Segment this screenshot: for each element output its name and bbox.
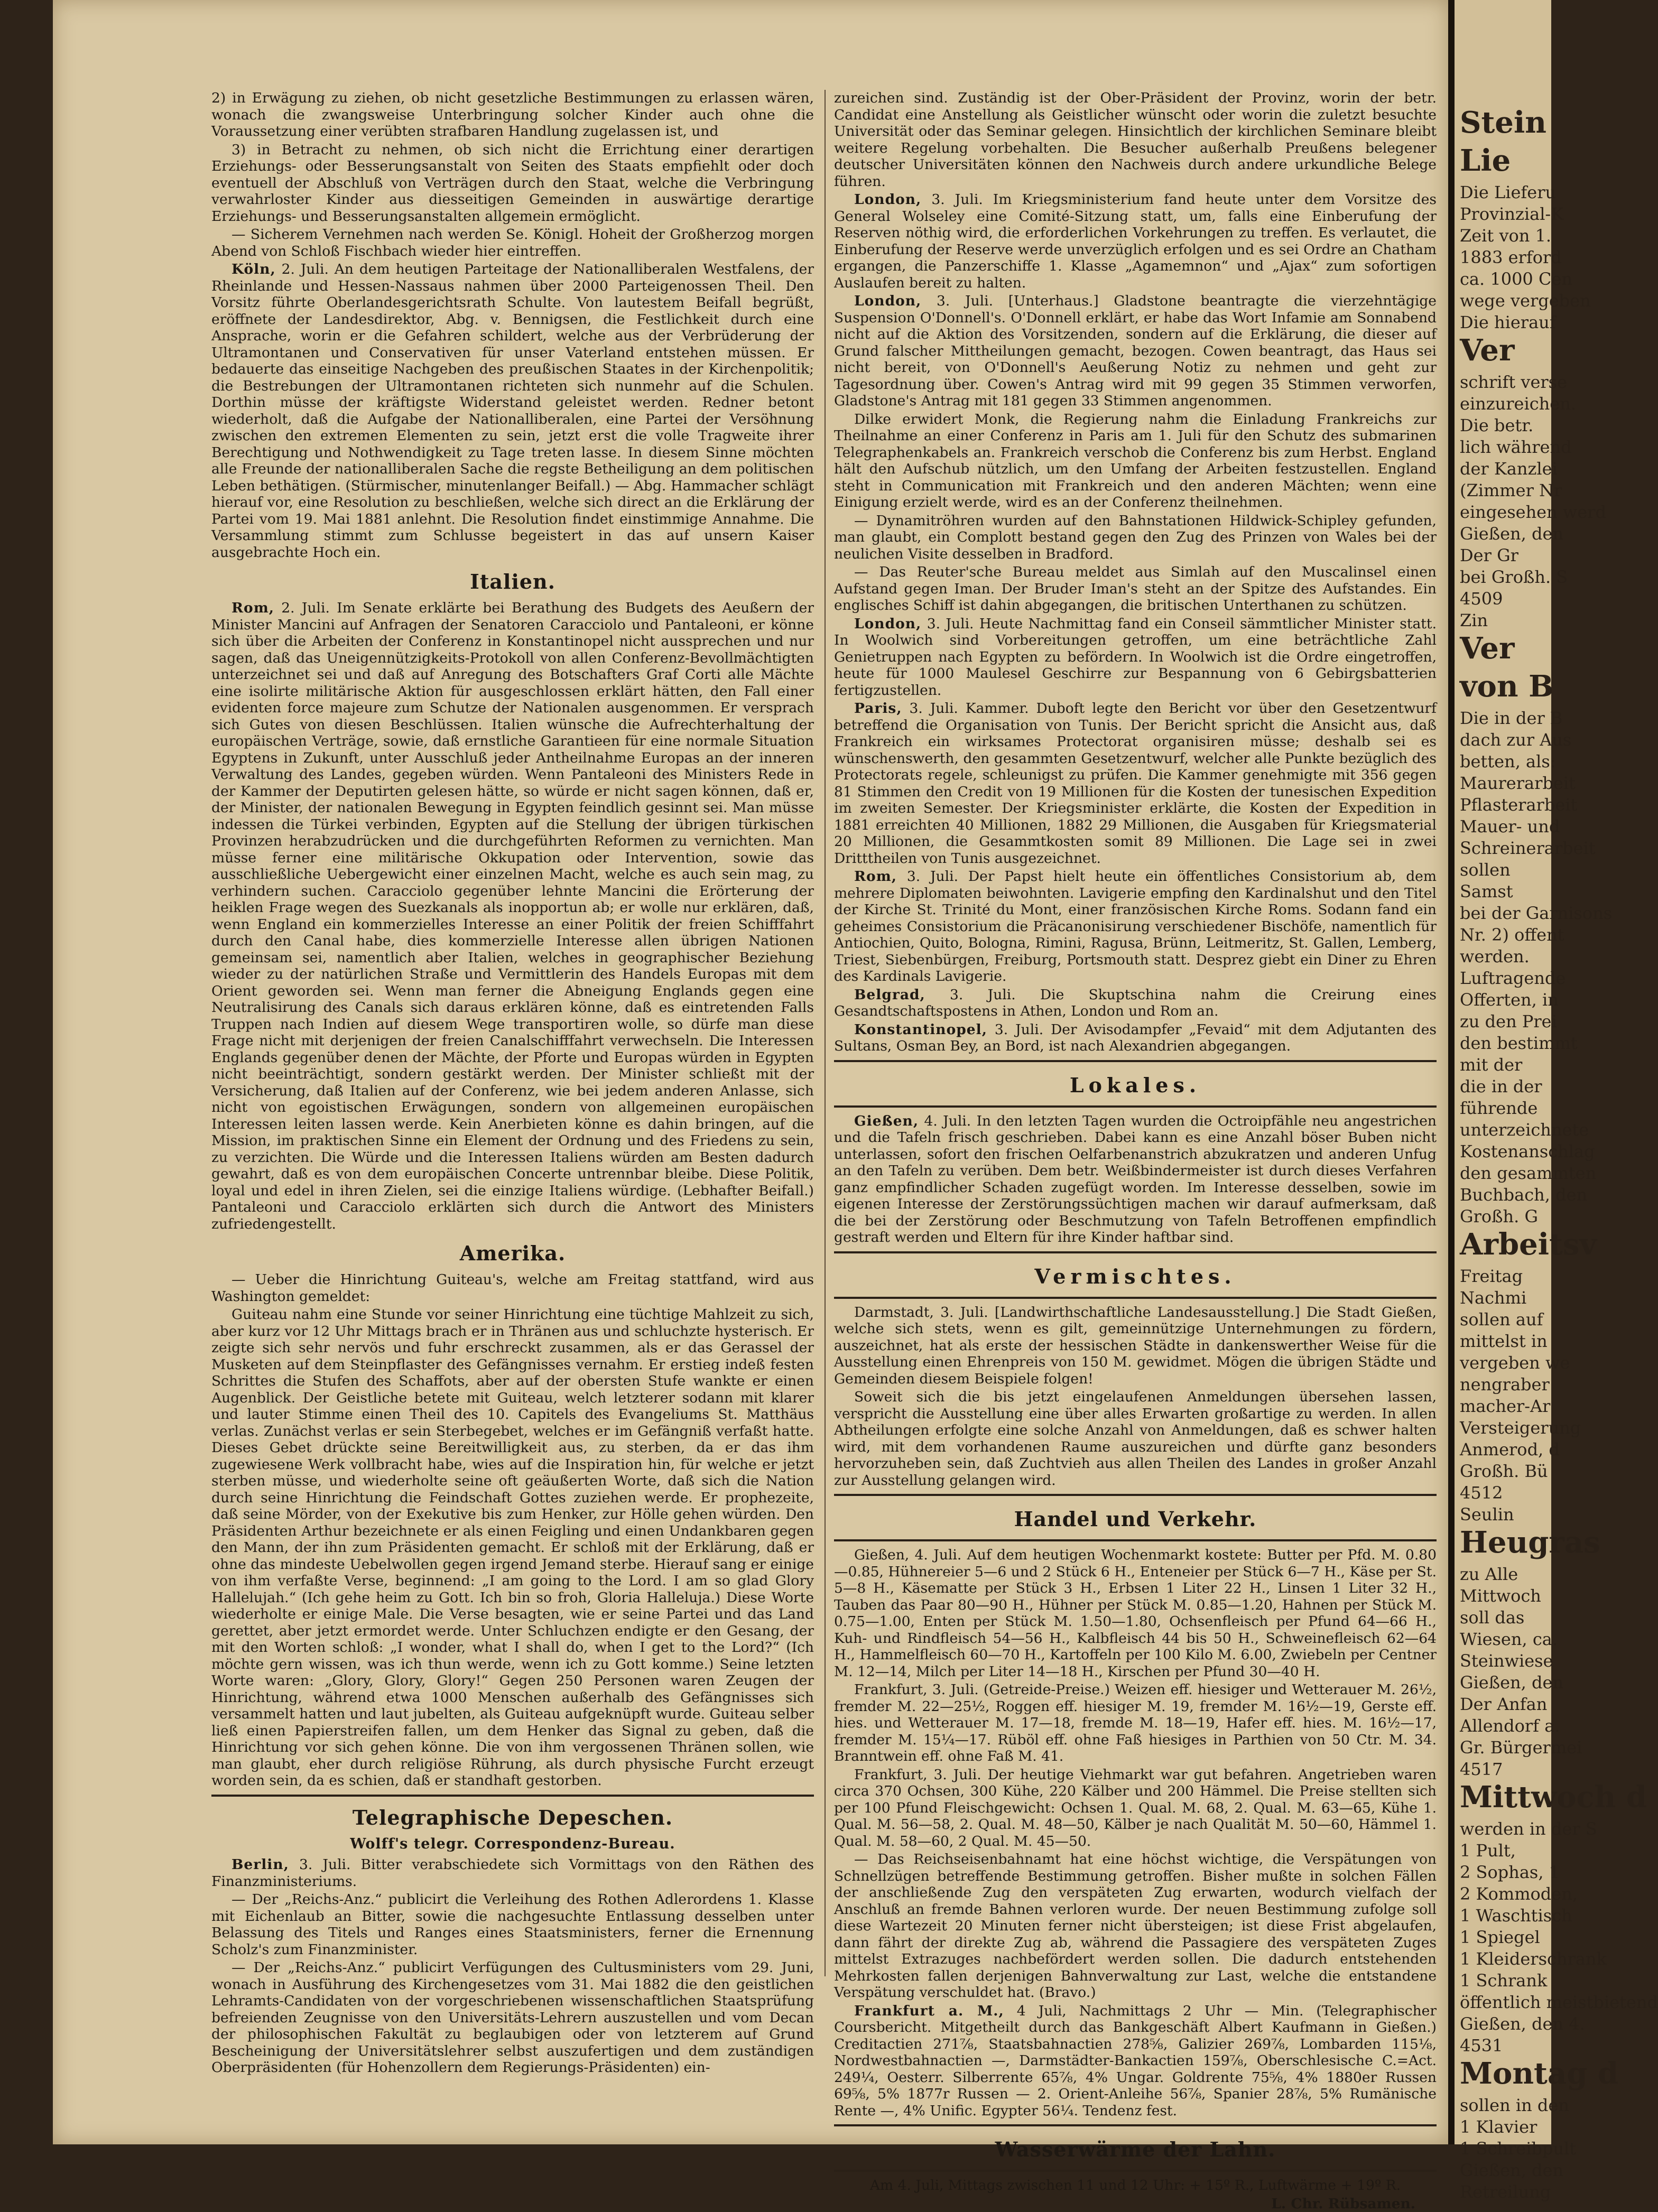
adjacent-page-fragment: Gr. Bürgermei	[1460, 1737, 1582, 1758]
adjacent-page-fragment: Die betr.	[1460, 415, 1533, 436]
article-london-3-text: 3. Juli. Heute Nachmittag fand ein Conseil sämmtlicher Minister statt. In Woolwich sind Vorbereitungen getroffen, um eine beträchtliche Zahl Genietruppen nach Egypten zu befördern. In Woolwich ist die Ordre eingetroffen, heute für 1000 Maulesel Geschirre zur Bespannung von 6 Gebirgsbatterien fertigzustellen.	[834, 616, 1437, 699]
adjacent-page-strip	[1455, 0, 1551, 2144]
dateline-berlin: Berlin,	[231, 1856, 289, 1873]
dateline-belgrad: Belgrad,	[854, 987, 925, 1003]
article-giessen	[834, 1113, 1437, 1246]
subheading-wolff: Wolff's telegr. Correspondenz-Bureau.	[211, 1836, 814, 1853]
adjacent-page-fragment: macher-Ar	[1460, 1396, 1550, 1417]
adjacent-page-fragment: 1 Kleiderschrank	[1460, 1948, 1607, 1969]
dateline-paris: Paris,	[854, 700, 902, 717]
adjacent-page-fragment: Heugras	[1460, 1526, 1600, 1559]
dateline-rom-2: Rom,	[854, 868, 897, 885]
article-london-2-text: 3. Juli. [Unterhaus.] Gladstone beantragte die vierzehntägige Suspension O'Donnell's. O'Donnell erklärt, er habe das Wort Infamie am Sonnabend nicht auf die Aktion des Vorsitzenden, sondern auf die Erklärung, die dieser auf Grund falscher Mittheilungen gemacht, bezogen. Cowen beantragt, das Haus sei nicht bereit, von O'Donnell's Aeußerung Notiz zu nehmen und geht zur Tagesordnung über. Cowen's Antrag wird mit 99 gegen 35 Stimmen verworfen, Gladstone's Antrag mit 181 gegen 33 Stimmen angenommen.	[834, 293, 1437, 409]
wasser-signature: L. Chr. Rübsamen.	[834, 2196, 1415, 2212]
adjacent-page-fragment: Steinwiese	[1460, 1650, 1553, 1671]
dateline-giessen: Gießen,	[854, 1113, 919, 1129]
adjacent-page-fragment: 1 Spiegel	[1460, 1927, 1540, 1948]
dateline-london-2: London,	[854, 293, 921, 309]
adjacent-page-fragment: nengraber	[1460, 1374, 1550, 1395]
intro-paragraph-2: 3) in Betracht zu nehmen, ob sich nicht die Errichtung einer derartigen Erziehungs- oder Besserungsanstalt von Seiten des Staats empfiehlt oder doch eventuell der Abschluß von Verträgen durch den Staat, welche die Verbringung verwahrloster Kinder aus diesseitigen Gemeinden in auswärtige derartige Erziehungs- und Besserungsanstalten allgemein ermöglicht.	[211, 142, 814, 225]
article-darmstadt: Darmstadt, 3. Juli. [Landwirthschaftliche Landesausstellung.] Die Stadt Gießen, welche sich stets, wenn es gilt, gemeinnützige Unternehmungen zu fördern, auszeichnet, hat als erste der hessischen Städte in dankenswerther Weise für die Ausstellung einen Ehrenpreis von 150 M. gewidmet. Mögen die übrigen Städte und Gemeinden diesem Beispiele folgen!	[834, 1304, 1437, 1388]
dateline-london-3: London,	[854, 616, 921, 632]
adjacent-page-fragment: werden.	[1460, 946, 1530, 967]
adjacent-page-fragment: Der Gr	[1460, 545, 1518, 566]
adjacent-page-fragment: zu Alle	[1460, 1564, 1518, 1585]
adjacent-page-fragment: Maurerarbeit	[1460, 773, 1576, 794]
wasser-text: Am 4. Juli, Mittags zwischen 11 und 12 Uhr: + 15º R., Luftwärme + 19º R.	[834, 2177, 1437, 2194]
article-london-2-p4: — Das Reuter'sche Bureau meldet aus Simlah auf den Muscalinsel einen Aufstand gegen Iman. Der Bruder Iman's steht an der Spitze des Aufstandes. Ein englisches Schiff ist dahin abgegangen, die britischen Unterthanen zu schützen.	[834, 564, 1437, 614]
column-divider	[825, 90, 826, 1976]
article-rom-2-text: 3. Juli. Der Papst hielt heute ein öffentliches Consistorium ab, dem mehrere Diplomaten beiwohnten. Lavigerie empfing den Kardinalshut und den Titel der Kirche St. Trinité du Mont, einer französischen Kirche Roms. Sodann fand ein geheimes Consistorium die Präcanonisirung verschiedener Bischöfe, namentlich für Antiochien, Quito, Bologna, Rimini, Ragusa, Brünn, Leitmeritz, St. Gallen, Lemberg, Triest, Siebenbürgen, Freiburg, Portsmouth statt. Desprez giebt ein Diner zu Ehren des Kardinals Lavigerie.	[834, 868, 1437, 984]
adjacent-page-fragment: Gießen, den	[1460, 1672, 1563, 1693]
adjacent-page-fragment: Ver	[1460, 631, 1514, 665]
adjacent-page-fragment: Der Anfan	[1460, 1694, 1547, 1715]
section-heading-amerika: Amerika.	[211, 1240, 814, 1267]
right-column	[834, 90, 1437, 2212]
adjacent-page-fragment: 1883 erford	[1460, 247, 1562, 268]
adjacent-page-fragment: Nachmi	[1460, 1287, 1526, 1308]
adjacent-page-fragment: bei der Garnisons	[1460, 903, 1612, 924]
adjacent-page-fragment: unterzeichnete	[1460, 1119, 1589, 1140]
article-berlin-p2: — Der „Reichs-Anz.“ publicirt die Verleihung des Rothen Adlerordens 1. Klasse mit Eichenlaub an Bitter, sowie die nachgesuchte Entlassung desselben unter Belassung des Titels und Ranges eines Staatsministers, ferner die Ernennung Scholz's zum Finanzminister.	[211, 1891, 814, 1958]
adjacent-page-fragment: Stein	[1460, 106, 1546, 140]
article-london-2-p2: Dilke erwidert Monk, die Regierung nahm die Einladung Frankreichs zur Theilnahme an einer Conferenz in Paris am 1. Juli für den Schutz des submarinen Telegraphenkabels an. Frankreich verschob die Conferenz bis zum Herbst. England hält den Aufschub nützlich, um den Umfang der Arbeiten festzustellen. England steht in Communication mit Frankreich und den anderen Mächten; wenn eine Einigung erzielt werde, wird es an der Conferenz theilnehmen.	[834, 411, 1437, 511]
article-konstantinopel-text: 3. Juli. Der Avisodampfer „Fevaid“ mit dem Adjutanten des Sultans, Osman Bey, an Bord, ist nach Alexandrien abgegangen.	[834, 1021, 1437, 1055]
article-berlin-text: 3. Juli. Bitter verabschiedete sich Vormittags von den Räthen des Finanzministeriums.	[211, 1856, 814, 1890]
adjacent-page-fragment: Die Lieferu	[1460, 182, 1556, 203]
intro-paragraph-1: 2) in Erwägung zu ziehen, ob nicht gesetzliche Bestimmungen zu erlassen wären, wonach die zwangsweise Unterbringung solcher Kinder auch ohne die Voraussetzung einer verübten strafbaren Handlung zugelassen ist, und	[211, 90, 814, 140]
adjacent-page-fragment: 4517	[1460, 1759, 1503, 1780]
article-berlin-p3: — Der „Reichs-Anz.“ publicirt Verfügungen des Cultusministers vom 29. Juni, wonach in Ausführung des Kirchengesetzes vom 31. Mai 1882 die den geistlichen Lehramts-Candidaten von der vorgeschriebenen wissenschaftlichen Staatsprüfung befreienden Zeugnisse von den Universitäts-Lehrern auszustellen und vom Decan der philosophischen Fakultät zu beglaubigen oder von letzterem auf Grund Bescheinigung der Universitätslehrer selbst auszufertigen und dem zuständigen Oberpräsidenten (für Hohenzollern dem Regierungs-Präsidenten) ein-	[211, 1959, 814, 2076]
adjacent-page-fragment: Ver	[1460, 333, 1514, 367]
dateline-boerse: Frankfurt a. M.,	[854, 2003, 1004, 2019]
adjacent-page-fragment: den bestimmt	[1460, 1033, 1578, 1054]
adjacent-page-fragment: schrift verse	[1460, 371, 1567, 393]
adjacent-page-fragment: Seulin	[1460, 1504, 1514, 1525]
adjacent-page-fragment: Freitag	[1460, 1266, 1523, 1287]
section-heading-vermischtes: Vermischtes.	[834, 1263, 1437, 1290]
article-london-3	[834, 616, 1437, 699]
adjacent-page-fragment: Arbeitsv	[1460, 1228, 1597, 1261]
adjacent-page-fragment: einzureichen.	[1460, 393, 1576, 414]
adjacent-page-fragment: Schreinerarbeit	[1460, 838, 1596, 859]
article-markt: Gießen, 4. Juli. Auf dem heutigen Wochenmarkt kostete: Butter per Pfd. M. 0.80—0.85, Hühnereier 5—6 und 2 Stück 6 H., Enteneier per Stück 6—7 H., Käse per St. 5—8 H., Käsematte per Stück 3 H., Erbsen 1 Liter 22 H., Linsen 1 Liter 32 H., Tauben das Paar 80—90 H., Hühner per Stück M. 0.85—1.20, Hahnen per Stück M. 0.75—1.00, Enten per Stück M. 1.50—1.80, Ochsenfleisch per Pfund 64—66 H., Kuh- und Rindfleisch 54—56 H., Kalbfleisch 44 bis 50 H., Schweinefleisch 62—64 H., Hammelfleisch 60—70 H., Kartoffeln per 100 Kilo M. 6.00, Zwiebeln per Centner M. 12—14, Milch per Liter 14—18 H., Kirschen per Pfund 30—40 H.	[834, 1547, 1437, 1680]
article-belgrad	[834, 987, 1437, 1020]
left-column	[211, 90, 814, 2078]
adjacent-page-fragment: lich während	[1460, 436, 1572, 458]
adjacent-page-fragment: Kostenanschlag	[1460, 1141, 1595, 1162]
adjacent-page-fragment: eingesehen werd	[1460, 501, 1606, 523]
article-darmstadt-p2: Soweit sich die bis jetzt eingelaufenen Anmeldungen übersehen lassen, verspricht die Ausstellung eine über alles Erwarten großartige zu werden. In allen Abtheilungen erfolgte eine solche Anzahl von Anmeldungen, daß es schwer halten wird, mit dem vorhandenen Raume auszureichen und dürfte ganz besonders hervorzuheben sein, daß Zuchtvieh aus allen Theilen des Landes in großer Anzahl zur Ausstellung gelangen wird.	[834, 1389, 1437, 1489]
adjacent-page-fragment: Die in der B	[1460, 708, 1562, 729]
article-frankfurt-getreide: Frankfurt, 3. Juli. (Getreide-Preise.) Weizen eff. hiesiger und Wetterauer M. 26½, fremder M. 22—25½, Roggen eff. hiesiger M. 19, fremder M. 16½—19, Gerste eff. hies. und Wetterauer M. 17—18, fremde M. 18—19, Hafer eff. hies. M. 16½—17, fremder M. 15¼—17. Rüböl eff. ohne Faß hiesiges in Parthien von 50 Ctr. M. 34. Branntwein eff. ohne Faß M. 41.	[834, 1681, 1437, 1765]
section-heading-wasser: Wasserwärme der Lahn.	[834, 2136, 1437, 2163]
adjacent-page-fragment: betten, als:	[1460, 751, 1556, 772]
lokales-box	[834, 1060, 1437, 1108]
adjacent-page-fragment: die in der	[1460, 1076, 1542, 1097]
adjacent-page-fragment: vergeben we	[1460, 1352, 1570, 1373]
section-heading-lokales: Lokales.	[834, 1072, 1437, 1099]
adjacent-page-fragment: mit der	[1460, 1054, 1522, 1075]
article-boerse-text: 4 Juli, Nachmittags 2 Uhr — Min. (Telegraphischer Coursbericht. Mitgetheilt durch das Bankgeschäft Albert Kaufmann in Gießen.) Creditactien 271⅞, Staatsbahnactien 278⅝, Galizier 269⅞, Lombarden 115⅛, Nordwestbahnactien —, Darmstädter-Bankactien 159⅞, Oberschlesische C.=Act. 249¼, Oesterr. Silberrente 65⅞, 4% Ungar. Goldrente 75⅝, 4% 1880er Russen 69⅝, 5% 1877r Russen — 2. Orient-Anleihe 56⅞, Spanier 28⅞, 5% Rumänische Rente —, 4% Unific. Egypter 56¼. Tendenz fest.	[834, 2003, 1437, 2119]
adjacent-page-fragment: Offerten, in	[1460, 989, 1559, 1010]
dateline-rom: Rom,	[231, 600, 274, 616]
adjacent-page-fragment: Die hierauf	[1460, 312, 1556, 333]
adjacent-page-fragment: Anmerod, d	[1460, 1439, 1560, 1460]
article-boerse	[834, 2003, 1437, 2120]
adjacent-page-fragment: Montag d	[1460, 2057, 1618, 2090]
dateline-london-1: London,	[854, 191, 921, 208]
adjacent-page-fragment: 1 Schrank	[1460, 1970, 1547, 1991]
adjacent-page-fragment: 4512	[1460, 1482, 1503, 1503]
adjacent-page-fragment: dach zur Aus	[1460, 729, 1571, 750]
newspaper-page	[53, 0, 1448, 2144]
adjacent-page-fragment: der Kanzlei	[1460, 458, 1558, 479]
section-heading-italien: Italien.	[211, 568, 814, 596]
adjacent-page-fragment: von B	[1460, 670, 1553, 703]
adjacent-page-fragment: mittelst in	[1460, 1331, 1548, 1352]
continuation-paragraph: zureichen sind. Zuständig ist der Ober-Präsident der Provinz, worin der betr. Candidat eine Anstellung als Geistlicher wünscht oder worin die zuletzt besuchte Universität oder das Seminar gelegen. Hinsichtlich der kirchlichen Seminare bleibt weitere Regelung vorbehalten. Die Besucher außerhalb Preußens belegener deutscher Universitäten können den Nachweis durch andere urkundliche Belege führen.	[834, 90, 1437, 190]
adjacent-page-fragment: Mittwoch	[1460, 1585, 1541, 1606]
adjacent-page-fragment: 4531	[1460, 2035, 1503, 2056]
adjacent-page-fragment: Gießen, den 4.	[1460, 2013, 1585, 2034]
dateline-koeln: Köln,	[231, 261, 276, 277]
section-heading-telegraphische: Telegraphische Depeschen.	[211, 1804, 814, 1832]
article-frankfurt-vieh: Frankfurt, 3. Juli. Der heutige Viehmarkt war gut befahren. Angetrieben waren circa 370 Ochsen, 300 Kühe, 220 Kälber und 200 Hämmel. Die Preise stellten sich per 100 Pfund Fleischgewicht: Ochsen 1. Qual. M. 68, 2. Qual. M. 63—65, Kühe 1. Qual. M. 56—58, 2. Qual. M. 48—50, Kälber je nach Qualität M. 50—60, Hämmel 1. Qual. M. 58—60, 2 Qual. M. 45—50.	[834, 1767, 1437, 1850]
adjacent-page-fragment: Mauer- und	[1460, 816, 1560, 837]
adjacent-page-fragment: Provinzial-K	[1460, 203, 1563, 225]
section-rule	[211, 1795, 814, 1797]
article-reichsbahn: — Das Reichseisenbahnamt hat eine höchst wichtige, die Verspätungen von Schnellzügen betreffende Bestimmung getroffen. Bisher mußte in solchen Fällen der anschließende Zug den verspäteten Zug erwarten, wodurch vielfach der Anschluß an fremde Bahnen verloren wurde. Der neuen Bestimmung zufolge soll diese Wartezeit 20 Minuten ferner nicht übersteigen; ist diese Frist abgelaufen, dann fährt der direkte Zug ab, während die Passagiere des verspäteten Zuges mittelst Extrazuges nachbefördert werden sollen. Die dadurch entstehenden Mehrkosten fallen derjenigen Bahnverwaltung zur Last, welche die entstandene Verspätung verschuldet hat. (Bravo.)	[834, 1851, 1437, 2001]
adjacent-page-fragment: ca. 1000 Cen	[1460, 268, 1572, 290]
article-konstantinopel	[834, 1021, 1437, 1055]
article-london-1	[834, 191, 1437, 291]
article-london-2	[834, 293, 1437, 410]
adjacent-page-fragment: sollen in den	[1460, 2095, 1569, 2116]
adjacent-page-fragment: Versteigerung	[1460, 1417, 1581, 1438]
article-paris	[834, 700, 1437, 867]
adjacent-page-fragment: 2 Sophas, 1	[1460, 1862, 1560, 1883]
adjacent-page-fragment: 1 Klavier	[1460, 2116, 1537, 2137]
adjacent-page-fragment: Zin	[1460, 610, 1488, 631]
adjacent-page-fragment: Retreilung	[1460, 2181, 1551, 2202]
adjacent-page-fragment: sollen auf	[1460, 1309, 1543, 1330]
adjacent-page-fragment: führende	[1460, 1098, 1537, 1119]
adjacent-page-fragment: Pflasterarbeit	[1460, 794, 1577, 815]
adjacent-page-fragment: Mittwoch d	[1460, 1780, 1647, 1814]
page-gutter	[1448, 0, 1455, 2144]
adjacent-page-fragment: bei Großh. S	[1460, 566, 1568, 588]
article-belgrad-text: 3. Juli. Die Skuptschina nahm die Creirung eines Gesandtschaftspostens in Athen, London und Rom an.	[834, 987, 1437, 1020]
article-london-1-text: 3. Juli. Im Kriegsministerium fand heute unter dem Vorsitze des General Wolseley eine Comité-Sitzung statt, um, falls eine Einberufung der Reserven nöthig wird, die erforderlichen Vorkehrungen zu treffen. Es verlautet, die Einberufung der Reserve werde unverzüglich erfolgen und es sei Ordre an Chatham ergangen, die Panzerschiffe 1. Klasse „Agamemnon“ und „Ajax“ zum sofortigen Auslaufen bereit zu halten.	[834, 191, 1437, 291]
adjacent-page-fragment: den gesammten	[1460, 1163, 1596, 1184]
wasser-box	[834, 2124, 1437, 2172]
adjacent-page-fragment: Zeit von 1.	[1460, 225, 1551, 246]
adjacent-page-fragment: zu den Prei	[1460, 1011, 1557, 1032]
adjacent-page-fragment: Wiesen, ca.	[1460, 1629, 1558, 1650]
adjacent-page-fragment: Lie	[1460, 144, 1511, 178]
adjacent-page-fragment: 2 Kommoden,	[1460, 1883, 1578, 1904]
dateline-konstantinopel: Konstantinopel,	[854, 1021, 987, 1038]
adjacent-page-fragment: soll das	[1460, 1607, 1524, 1628]
adjacent-page-fragment: Gießen, den	[1460, 523, 1563, 544]
article-london-2-p3: — Dynamitröhren wurden auf den Bahnstationen Hildwick-Schipley gefunden, man glaubt, ein Complott bestand gegen den Zug des Prinzen von Wales bei der neulichen Visite desselben in Bradford.	[834, 513, 1437, 563]
vermischtes-box	[834, 1251, 1437, 1299]
adjacent-page-fragment: Gießen, den	[1460, 2160, 1563, 2181]
article-rom-text: 2. Juli. Im Senate erklärte bei Berathung des Budgets des Aeußern der Minister Mancini auf Anfragen der Senatoren Caracciolo und Pantaleoni, er könne sich über die Arbeiten der Conferenz in Konstantinopel nicht aussprechen und nur sagen, daß das Uneigennützigkeits-Protokoll von allen Conferenz-Bevollmächtigten unterzeichnet sei und daß auf Anregung des Botschafters Graf Corti alle Mächte eine isolirte militärische Aktion für ausgeschlossen erklärt hätten, den Fall einer evidenten force majeure zum Schutze der Nationalen ausgenommen. Er versprach sich Gutes von diesen Beschlüssen. Italien wünsche die Aufrechterhaltung der europäischen Verträge, sowie, daß ernstliche Garantieen für eine normale Situation Egyptens in Zukunft, unter Ausschluß jeder Antheilnahme Europas an der inneren Verwaltung des Landes, gegeben würden. Wenn Pantaleoni des Ministers Rede in der Kammer der Deputirten gelesen hätte, so würde er nicht sagen können, daß er, der Minister, der nationalen Bewegung in Egypten feindlich gesinnt sei. Man müsse indessen die Türkei verbinden, Egypten auf die Stellung der übrigen türkischen Provinzen herabzudrücken und die durchgeführten Reformen zu vernichten. Man müsse ferner eine militärische Okkupation oder Intervention, sowie das ausschließliche Uebergewicht einer einzelnen Macht, welche es auch sein mag, zu verhindern suchen. Caracciolo gegenüber lehnte Mancini die Erörterung der heiklen Frage wegen des Suezkanals als inopportun ab; er wolle nur erklären, daß, wenn England ein kommerzielles Interesse an einer Politik der freien Schifffahrt durch den Canal habe, dies kommerzielle Interesse allen übrigen Nationen gemeinsam sei, namentlich aber Italien, welches in geographischer Beziehung wieder zu der natürlichen Straße und Vermittlerin des Handels Europas mit dem Orient geworden sei. Wenn man ferner die Abneigung Englands gegen eine Neutralisirung des Canals sich daraus erklären könne, daß es eintretenden Falls Truppen nach Indien auf diesem Wege transportiren wolle, so dürfe man diese Frage nicht mit derjenigen der freien Canalschifffahrt verwechseln. Die Interessen Englands gegenüber denen der Mächte, der Pforte und Europas würden in Egypten nicht beeinträchtigt, sondern gestärkt werden. Der Minister schließt mit der Versicherung, daß Italien auf der Conferenz, wie bei jedem anderen Anlasse, sich nicht von egoistischen Erwägungen, sondern von allgemeinen europäischen Interessen leiten lassen werde. Kein Anerbieten könne es dahin bringen, auf die Mission, im praktischen Sinne ein Element der Ordnung und des Friedens zu sein, zu verzichten. Die Würde und die Interessen Italiens würden am Besten dadurch gewahrt, daß es von dem europäischen Concerte untrennbar bleibe. Diese Politik, loyal und edel in ihren Zielen, sei die einzige Italiens würdige. (Lebhafter Beifall.) Pantaleoni und Caracciolo erklärten sich durch die Antwort des Ministers zufriedengestellt.	[211, 600, 814, 1232]
adjacent-page-fragment: Samst	[1460, 881, 1513, 902]
article-rom-2	[834, 868, 1437, 985]
adjacent-page-fragment: öffentlich meistbietend	[1460, 1992, 1658, 2013]
adjacent-page-fragment: Großh. Bü	[1460, 1461, 1548, 1482]
adjacent-page-fragment: 4509	[1460, 588, 1503, 609]
adjacent-page-fragment: 1 Waschtisch	[1460, 1905, 1572, 1926]
adjacent-page-fragment: Nr. 2) offent	[1460, 924, 1564, 945]
adjacent-page-fragment: 1 Pult,	[1460, 1840, 1516, 1861]
adjacent-page-fragment: werden in der S	[1460, 1818, 1597, 1839]
adjacent-page-fragment: (Zimmer Nr	[1460, 480, 1562, 501]
article-berlin	[211, 1856, 814, 1890]
section-heading-handel: Handel und Verkehr.	[834, 1505, 1437, 1533]
adjacent-page-fragment: sollen	[1460, 859, 1511, 880]
article-paris-text: 3. Juli. Kammer. Duboft legte den Bericht vor über den Gesetzentwurf betreffend die Organisation von Tunis. Der Bericht spricht die Ansicht aus, daß Frankreich ein wirksames Protectorat organisiren müsse; deshalb sei es wünschenswerth, den gesammten Gesetzentwurf, welcher alle Punkte bezüglich des Protectorats regele, schleunigst zu prüfen. Die Kammer genehmigte mit 356 gegen 81 Stimmen den Credit von 19 Millionen für die Kosten der tunesischen Expedition im zweiten Semester. Der Kriegsminister erklärte, die Kosten der Expedition in 1881 erreichten 40 Millionen, 1882 29 Millionen, die Ausgaben für Kriegsmaterial 20 Millionen, die Gesammtkosten somit 89 Millionen. Die Lage sei in zwei Dritttheilen von Tunis ausgezeichnet.	[834, 700, 1437, 867]
article-amerika-intro: — Ueber die Hinrichtung Guiteau's, welche am Freitag stattfand, wird aus Washington gemeldet:	[211, 1271, 814, 1305]
adjacent-page-fragment: Allendorf a.	[1460, 1715, 1560, 1736]
article-giessen-text: 4. Juli. In den letzten Tagen wurden die Octroipfähle neu angestrichen und die Tafeln frisch geschrieben. Dabei kann es eine Anzahl böser Buben nicht unterlassen, sofort den frischen Oelfarbenanstrich abzukratzen und anderen Unfug an den Tafeln zu verüben. Dem betr. Weißbindermeister ist durch dieses Verfahren ganz empfindlicher Schaden zugefügt worden. Im Interesse desselben, sowie im eigenen Interesse der Zerstörungssüchtigen machen wir darauf aufmerksam, daß die bei der Zerstörung oder Beschmutzung von Tafeln Betroffenen empfindlich gestraft werden und Eltern für ihre Kinder haftbar sind.	[834, 1113, 1437, 1246]
adjacent-page-fragment: Großh. G	[1460, 1206, 1538, 1227]
adjacent-page-fragment: 1 Schreibpult	[1460, 2138, 1576, 2159]
intro-paragraph-3: — Sicherem Vernehmen nach werden Se. Königl. Hoheit der Großherzog morgen Abend von Schloß Fischbach wieder hier eintreffen.	[211, 226, 814, 259]
adjacent-page-fragment: Buchbach, den	[1460, 1184, 1587, 1205]
article-koeln	[211, 261, 814, 561]
adjacent-page-fragment: Luftragende	[1460, 968, 1566, 989]
adjacent-page-fragment: wege vergeben	[1460, 290, 1591, 311]
article-amerika-text: Guiteau nahm eine Stunde vor seiner Hinrichtung eine tüchtige Mahlzeit zu sich, aber kurz vor 12 Uhr Mittags brach er in Thränen aus und schluchzte hysterisch. Er zeigte sich sehr nervös und fuhr erschreckt zusammen, als er das Gerassel der Musketen auf dem Steinpflaster des Gefängnisses vernahm. Er erstieg indeß festen Schrittes die Stufen des Schaffots, aber auf der obersten Stufe wankte er einen Augenblick. Der Geistliche betete mit Guiteau, welch letzterer sodann mit klarer und lauter Stimme einen Theil des 10. Capitels des Evangeliums St. Matthäus verlas. Zunächst verlas er sein Sterbegebet, welches er im Gefängniß verfaßt hatte. Dieses Gebet drückte seine Bereitwilligkeit aus, zu sterben, da er das ihm zugewiesene Werk vollbracht habe, wies auf die Inspiration hin, für welche er jetzt sterben müsse, und wiederholte seine oft geäußerten Worte, daß sich die Nation durch seine Hinrichtung die Feindschaft Gottes zuziehen werde. Er prophezeite, daß seine Mörder, von der Exekutive bis zum Henker, zur Hölle gehen würden. Den Präsidenten Arthur bezeichnete er als einen Feigling und einen Undankbaren gegen den Mann, der ihn zum Präsidenten gemacht. Er schloß mit der Erklärung, daß er ohne das mindeste Uebelwollen gegen irgend Jemand sterbe. Hierauf sang er einige von ihm verfaßte Verse, beginnend: „I am going to the Lord. I am so glad Glory Hallelujah.“ (Ich gehe heim zu Gott. Ich bin so froh, Gloria Halleluja.) Diese Worte wiederholte er einige Male. Die Verse besagten, wie er seine Partei und das Land gerettet, aber jetzt ermordet werde. Unter Schluchzen endigte er den Gesang, der mit den Worten schloß: „I wonder, what I shall do, when I get to the Lord?“ (Ich möchte gern wissen, was ich thun werde, wenn ich zu Gott komme.) Seine letzten Worte waren: „Glory, Glory, Glory!“ Gegen 250 Personen waren Zeugen der Hinrichtung, während etwa 1000 Menschen außerhalb des Gefängnisses sich versammelt hatten und laut jubelten, als Guiteau aufgeknüpft wurde. Guiteau selber ließ einen Papierstreifen fallen, um dem Henker das Signal zu geben, daß die Hinrichtung vor sich gehen könne. Die von ihm vergossenen Thränen sollen, wie man glaubt, eher durch religiöse Rührung, als durch physische Furcht erzeugt worden sein, da es schien, daß er standhaft gestorben.	[211, 1306, 814, 1789]
handel-box	[834, 1494, 1437, 1541]
article-koeln-text: 2. Juli. An dem heutigen Parteitage der Nationalliberalen Westfalens, der Rheinlande und Hessen-Nassaus nahmen über 2000 Parteigenossen Theil. Den Vorsitz führte Oberlandesgerichtsrath Schulte. Von lautestem Beifall begrüßt, eröffnete der Landesdirektor, Abg. v. Bennigsen, die Festlichkeit durch eine Ansprache, worin er die Gefahren schildert, welche aus der Verbrüderung der Ultramontanen und Conservativen für unser Vaterland entstehen müssen. Er bedauerte das einseitige Nachgeben des preußischen Staates in der Kirchenpolitik; die Bestrebungen der Ultramontanen richteten sich nunmehr auf die Schulen. Dorthin müsse der kräftigste Widerstand geleistet werden. Redner betont wiederholt, daß die Aufgabe der Nationalliberalen, eine Partei der Versöhnung zwischen den extremen Elementen zu sein, jetzt erst die volle Tragweite ihrer Berechtigung und Nothwendigkeit zu Tage treten lasse. In diesem Sinne möchten alle Freunde der nationalliberalen Sache die regste Betheiligung an dem politischen Leben bethätigen. (Stürmischer, minutenlanger Beifall.) — Abg. Hammacher schlägt hierauf vor, eine Resolution zu beschließen, welche sich direct an die Erklärung der Partei vom 19. Mai 1881 anlehnt. Die Resolution findet einstimmige Annahme. Die Versammlung stimmt zum Schlusse begeistert in das auf unsern Kaiser ausgebrachte Hoch ein.	[211, 261, 814, 561]
article-rom	[211, 600, 814, 1232]
